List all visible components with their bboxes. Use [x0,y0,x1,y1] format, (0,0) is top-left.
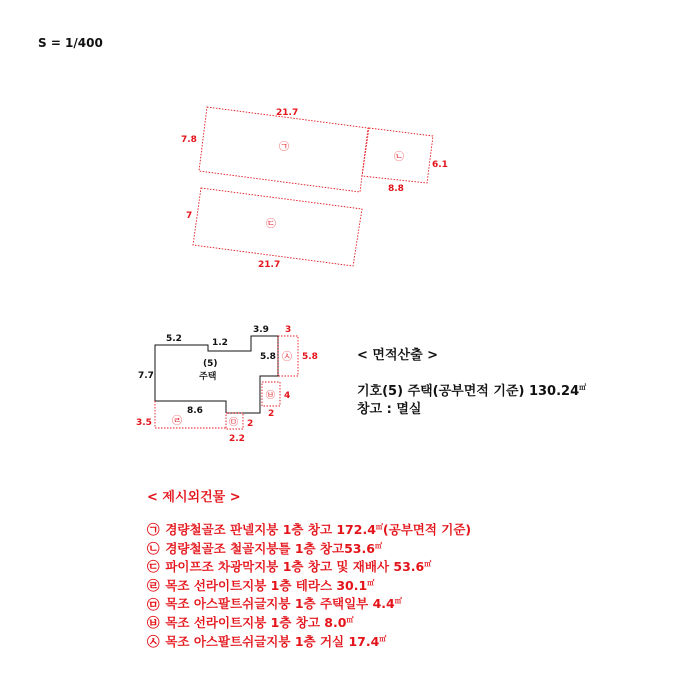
building-c-width: 7 [186,211,193,221]
area-calc-title: < 면적산출 > [357,348,439,363]
house-dim-notch: 1.2 [212,338,228,348]
legend-item: ㉦ 목조 아스팔트쉬글지붕 1층 거실 17.4㎡ [147,633,387,649]
legend-item: ㉠ 경량철골조 판넬지붕 1층 창고 172.4㎡(공부면적 기준) [147,522,472,538]
legend-item: ㉢ 파이프조 차광막지붕 1층 창고 및 재배사 53.6㎡ [147,559,432,575]
house-dim-top-right: 3.9 [253,325,269,335]
annex-f-dim-right: 2 [247,419,254,429]
annex-h-symbol: ㉦ [282,352,292,363]
building-c-symbol: ㉢ [266,219,276,230]
annex-g-dim-bottom: 2 [268,409,275,419]
annex-h-dim-right: 5.8 [302,352,318,362]
house-dim-left: 7.7 [138,371,154,381]
annex-g-symbol: ㉥ [266,391,276,401]
legend-item: ㉥ 목조 선라이트지붕 1층 창고 8.0㎡ [147,615,354,631]
house-dim-top-left: 5.2 [166,334,182,344]
building-a-width: 7.8 [181,135,197,145]
house-dim-right: 5.8 [260,352,276,362]
building-a-symbol: ㉠ [279,142,289,153]
annex-h-dim-top: 3 [285,325,292,335]
annex-f-dim-bottom: 2.2 [229,434,245,444]
building-c-outline [193,188,362,266]
building-b-length: 8.8 [388,184,404,194]
area-calc-line-1: 기호(5) 주택(공부면적 기준) 130.24㎡ [357,383,587,399]
legend-item: ㉡ 경량철골조 철골지붕틀 1층 창고53.6㎡ [147,540,382,556]
annex-f-symbol: ㉤ [229,418,239,428]
building-c-length: 21.7 [258,260,281,270]
building-b-symbol: ㉡ [394,152,404,163]
annex-e-symbol: ㉣ [172,416,182,427]
scale-label: S = 1/400 [38,36,103,50]
legend-list [147,518,471,648]
area-calc-line-2: 창고 : 멸실 [357,402,422,417]
legend-title: < 제시외건물 > [147,490,241,505]
annex-e-dim: 3.5 [136,418,152,428]
legend-item: ㉣ 목조 선라이트지붕 1층 테라스 30.1㎡ [147,577,375,593]
house-number: (5) [203,359,218,369]
building-b-width: 6.1 [432,160,448,170]
house-dim-bottom: 8.6 [187,406,203,416]
house-label: 주택 [199,372,217,382]
annex-g-dim-right: 4 [284,391,291,401]
legend-item: ㉤ 목조 아스팔트쉬글지붕 1층 주택일부 4.4㎡ [147,596,402,612]
building-a-length: 21.7 [276,108,299,118]
